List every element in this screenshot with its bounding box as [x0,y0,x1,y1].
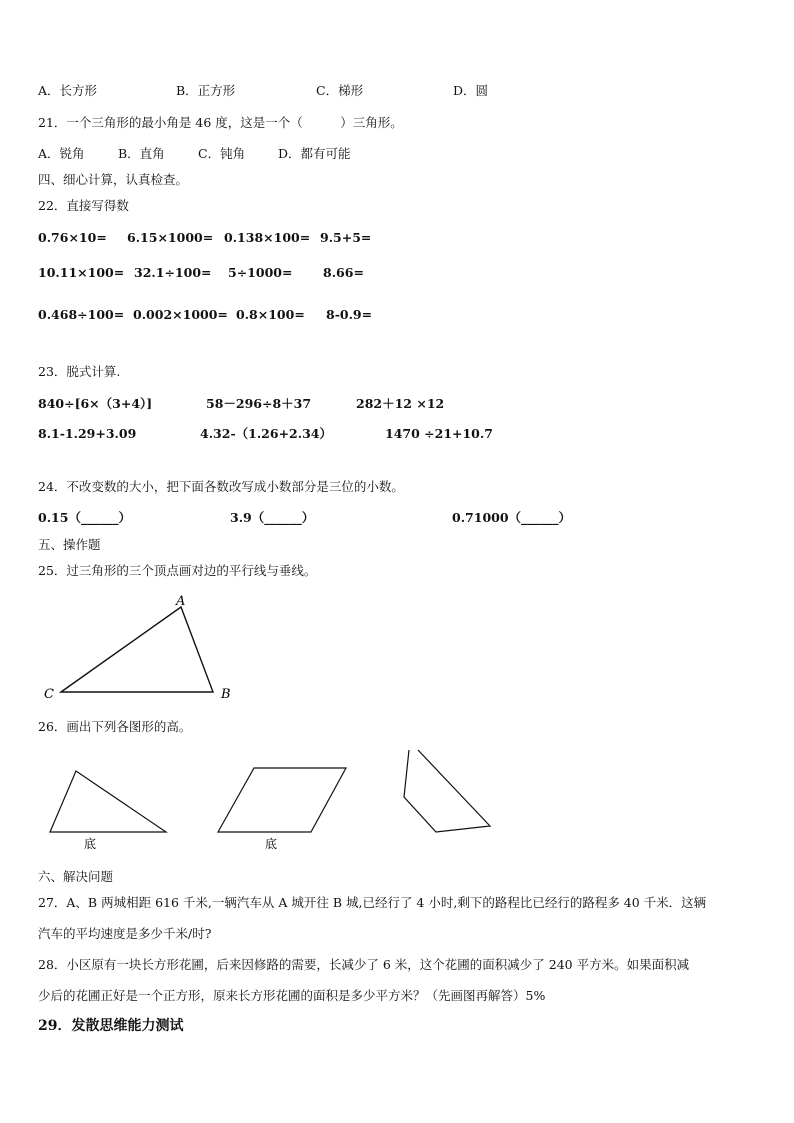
q25-stem: 25．过三角形的三个顶点画对边的平行线与垂线。 [38,563,317,578]
base-label: 底 [265,837,278,851]
vertex-label-c: C [44,687,54,702]
q22-item: 0.138×100= [224,230,311,245]
q20-option-b: B．正方形 [176,83,236,98]
q22-item: 6.15×1000= [127,230,214,245]
q24-item: 0.71000（______） [452,510,572,525]
q21-option-b: B．直角 [118,146,165,161]
q26-stem: 26．画出下列各图形的高。 [38,719,192,734]
vertex-label-b: B [221,687,231,702]
q20-option-c: C．梯形 [316,83,364,98]
q22-item: 5÷1000= [228,265,293,280]
q22-item: 9.5+5= [320,230,372,245]
q28-line-1: 28．小区原有一块长方形花圃，后来因修路的需要，长减少了 6 米，这个花圃的面积减少了 240 平方米。如果面积减 [38,957,690,972]
parallelogram-shape [218,768,346,832]
q23-item: 4.32-（1.26+2.34） [200,426,332,441]
triangle-shape [50,771,166,832]
q20-option-a: A．长方形 [38,83,98,98]
q23-item: 840÷[6×（3+4）] [38,396,153,411]
q23-title: 23．脱式计算. [38,364,121,379]
q22-item: 0.468÷100= [38,307,125,322]
q21-option-a: A．锐角 [38,146,85,161]
q22-item: 0.76×10= [38,230,107,245]
section-heading-6: 六、解决问题 [38,869,114,884]
q21-option-c: C．钝角 [198,146,246,161]
q24-item: 3.9（______） [230,510,315,525]
q22-item: 8-0.9= [326,307,373,322]
q27-line-2: 汽车的平均速度是多少千米/时? [38,926,212,941]
q27-line-1: 27．A、B 两城相距 616 千米,一辆汽车从 A 城开往 B 城,已经行了 4 小时,剩下的路程比已经行的路程多 40 千米．这辆 [38,895,707,910]
q23-item: 58－296÷8＋37 [206,396,312,411]
q22-item: 10.11×100= [38,265,125,280]
q29-title: 29．发散思维能力测试 [38,1018,184,1034]
q23-item: 1470 ÷21+10.7 [385,426,493,441]
section-heading-5: 五、操作题 [38,537,101,552]
vertex-label-a: A [176,594,186,609]
q23-item: 282＋12 ×12 [356,396,445,411]
q22-item: 32.1÷100= [134,265,212,280]
base-label: 底 [84,837,97,851]
q28-line-2: 少后的花圃正好是一个正方形，原来长方形花圃的面积是多少平方米？（先画图再解答）5% [38,988,546,1003]
q22-item: 8.66= [323,265,364,280]
section-heading-4: 四、细心计算，认真检查。 [38,172,189,187]
q22-title: 22．直接写得数 [38,198,129,213]
q24-item: 0.15（______） [38,510,131,525]
trapezoid-shape [404,750,490,832]
q20-option-d: D．圆 [453,83,489,98]
q22-item: 0.002×1000= [133,307,228,322]
q24-stem: 24．不改变数的大小，把下面各数改写成小数部分是三位的小数。 [38,479,404,494]
q23-item: 8.1-1.29+3.09 [38,426,137,441]
q21-option-d: D．都有可能 [278,146,351,161]
q22-item: 0.8×100= [236,307,305,322]
q21-stem: 21．一个三角形的最小角是 46 度，这是一个（ ）三角形。 [38,115,403,130]
